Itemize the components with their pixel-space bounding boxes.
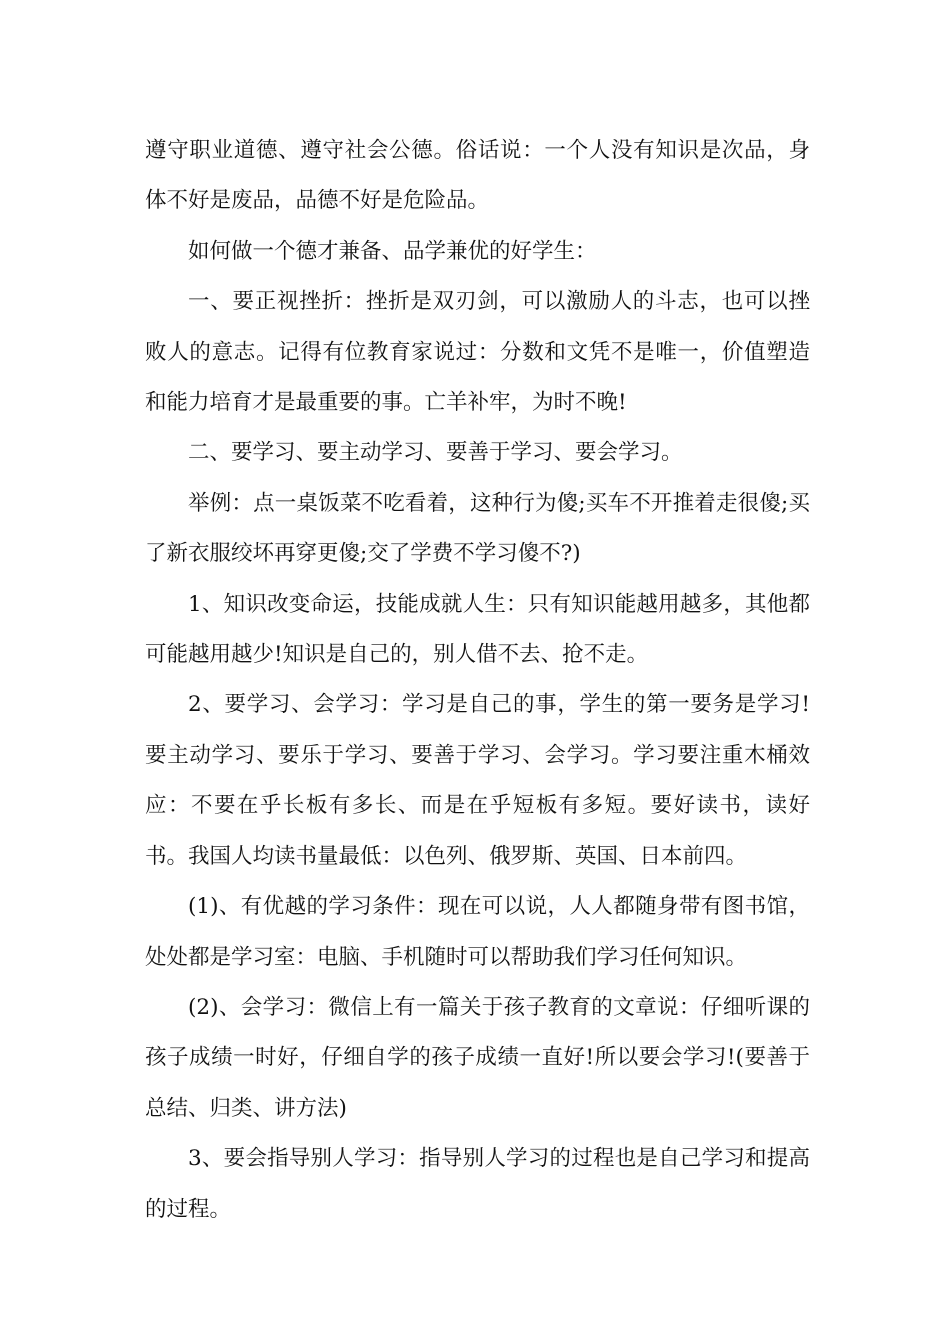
paragraph-10: 3、要会指导别人学习：指导别人学习的过程也是自己学习和提高的过程。 xyxy=(145,1146,810,1222)
paragraph-8: (1)、有优越的学习条件：现在可以说，人人都随身带有图书馆，处处都是学习室：电脑、手机随时可以帮助我们学习任何知识。 xyxy=(145,894,810,970)
paragraph-2: 如何做一个德才兼备、品学兼优的好学生： xyxy=(188,238,597,264)
paragraph-4: 二、要学习、要主动学习、要善于学习、要会学习。 xyxy=(188,440,683,466)
paragraph-9: (2)、会学习：微信上有一篇关于孩子教育的文章说：仔细听课的孩子成绩一时好，仔细自学的孩子成绩一直好!所以要会学习!(要善于总结、归类、讲方法) xyxy=(145,994,810,1121)
paragraph-1: 遵守职业道德、遵守社会公德。俗话说：一个人没有知识是次品，身体不好是废品，品德不好是危险品。 xyxy=(145,138,810,214)
paragraph-6: 1、知识改变命运，技能成就人生：只有知识能越用越多，其他都可能越用越少!知识是自己的，别人借不去、抢不走。 xyxy=(145,591,810,668)
document-body xyxy=(145,126,810,1235)
paragraph-7: 2、要学习、会学习：学习是自己的事，学生的第一要务是学习!要主动学习、要乐于学习、要善于学习、会学习。学习要注重木桶效应：不要在乎长板有多长、而是在乎短板有多短。要好读书，读好书。我国人均读书量最低：以色列、俄罗斯、英国、日本前四。 xyxy=(145,692,810,869)
paragraph-3: 一、要正视挫折：挫折是双刃剑，可以激励人的斗志，也可以挫败人的意志。记得有位教育家说过：分数和文凭不是唯一，价值塑造和能力培育才是最重要的事。亡羊补牢，为时不晚! xyxy=(145,289,810,416)
paragraph-5: 举例：点一桌饭菜不吃看着，这种行为傻;买车不开推着走很傻;买了新衣服绞坏再穿更傻;交了学费不学习傻不?) xyxy=(145,490,810,567)
